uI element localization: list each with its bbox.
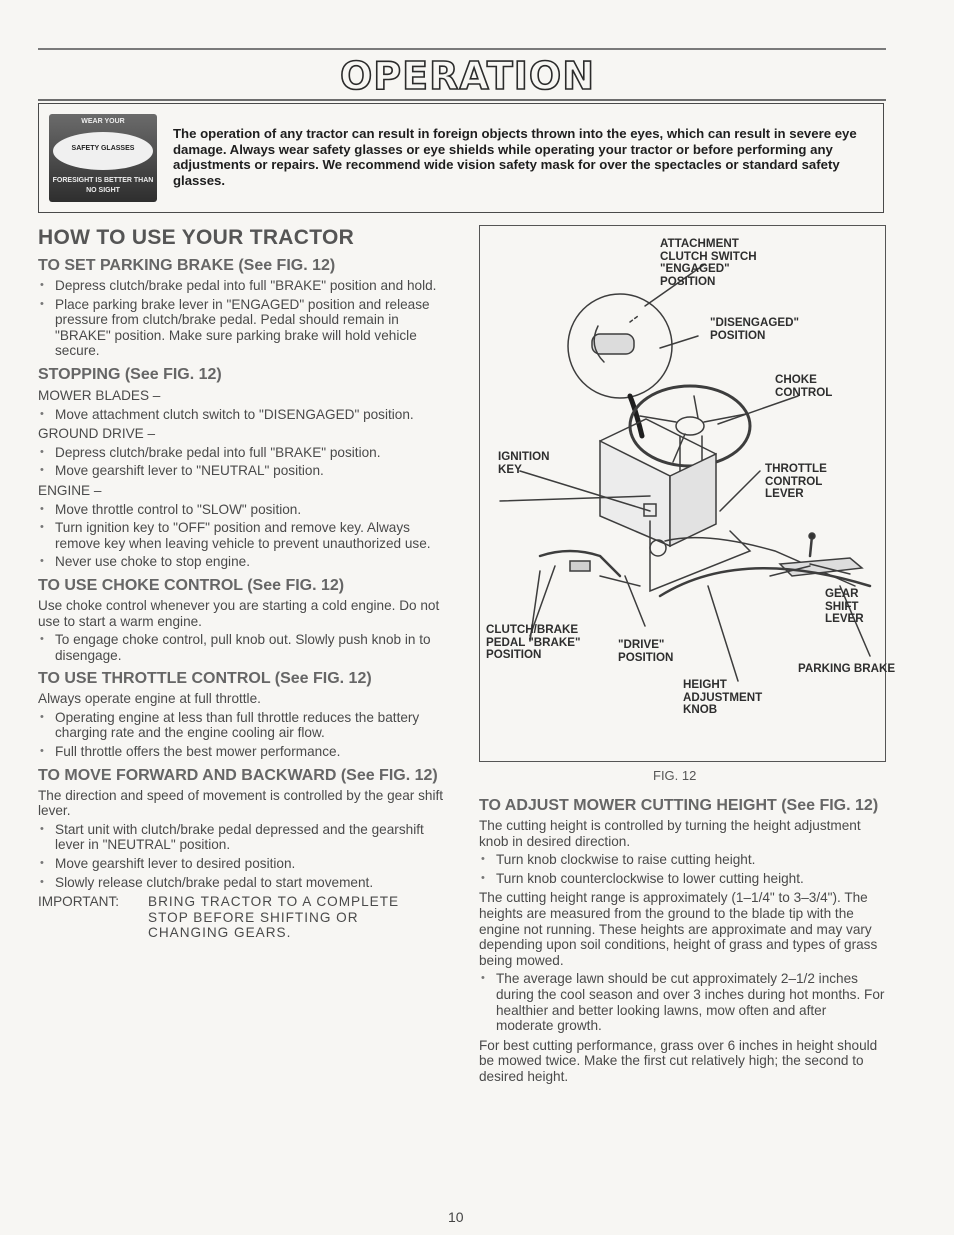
figure-caption: FIG. 12: [653, 768, 697, 783]
mower-blades-list: [38, 407, 450, 423]
list-item: • Depress clutch/brake pedal into full "BRAKE" position.: [38, 445, 450, 461]
move-intro: The direction and speed of movement is controlled by the gear shift lever.: [38, 787, 444, 819]
list-item: • Move gearshift lever to "NEUTRAL" position.: [38, 463, 450, 479]
ground-drive-label: GROUND DRIVE –: [38, 426, 156, 442]
mower-blades-label: MOWER BLADES –: [38, 387, 161, 403]
choke-heading: TO USE CHOKE CONTROL (See FIG. 12): [38, 576, 345, 594]
list-item: • Turn knob clockwise to raise cutting height.: [479, 852, 885, 868]
choke-list: [38, 632, 450, 663]
list-item: • Slowly release clutch/brake pedal to start movement.: [38, 875, 450, 891]
label-parking-brake: PARKING BRAKE: [798, 662, 896, 675]
list-item: • Turn knob counterclockwise to lower cutting height.: [479, 871, 885, 887]
important-text: BRING TRACTOR TO A COMPLETE STOP BEFORE SHIFTING OR CHANGING GEARS.: [148, 894, 400, 941]
section-heading: HOW TO USE YOUR TRACTOR: [38, 226, 355, 249]
label-disengaged: "DISENGAGED" POSITION: [710, 316, 799, 342]
steering-wheel-icon: [630, 386, 750, 466]
badge-line-2: SAFETY GLASSES: [71, 145, 135, 152]
throttle-heading: TO USE THROTTLE CONTROL (See FIG. 12): [38, 670, 372, 688]
label-choke-control: CHOKE CONTROL: [775, 373, 833, 399]
parking-brake-list: [38, 278, 450, 359]
label-clutch-brake-pedal: CLUTCH/BRAKE PEDAL "BRAKE" POSITION: [486, 623, 581, 661]
left-column: [38, 226, 450, 941]
top-rule: [38, 48, 886, 50]
list-item: • Depress clutch/brake pedal into full "BRAKE" position and hold.: [38, 278, 450, 294]
list-item: • Operating engine at less than full throttle reduces the battery charging rate and the engine cooling air flow.: [38, 710, 450, 741]
list-item: • Move gearshift lever to desired position.: [38, 856, 450, 872]
right-column: [479, 790, 885, 1087]
label-gear-shift: GEAR SHIFT LEVER: [825, 587, 864, 625]
list-item: • Move attachment clutch switch to "DISENGAGED" position.: [38, 407, 450, 423]
label-attachment-clutch: ATTACHMENT CLUTCH SWITCH "ENGAGED" POSITION: [660, 237, 757, 288]
parking-brake-heading: TO SET PARKING BRAKE (See FIG. 12): [38, 257, 336, 274]
cutting-height-list: [479, 852, 885, 886]
label-drive-position: "DRIVE" POSITION: [618, 638, 674, 664]
clutch-switch-icon: [592, 334, 634, 354]
throttle-list: [38, 710, 450, 760]
cutting-height-range: The cutting height range is approximately (1–1/4" to 3–3/4"). The heights are measured from the ground to the blade tip with the engine not running. These heights are approximate and may vary depending upon soil conditions, height of grass and types of grass being mowed.: [479, 890, 878, 968]
height-knob: [650, 540, 666, 556]
cutting-height-intro: The cutting height is controlled by turning the height adjustment knob in desired direction.: [479, 818, 861, 849]
engine-list: [38, 502, 450, 570]
cutting-performance-note: For best cutting performance, grass over 6 inches in height should be mowed twice. Make the first cut relatively high; the second to desired height.: [479, 1037, 878, 1084]
choke-intro: Use choke control whenever you are starting a cold engine. Do not use to start a warm engine.: [38, 597, 440, 629]
title-rule: [38, 99, 886, 101]
important-note: [38, 894, 450, 941]
safety-warning-box: [38, 103, 884, 213]
move-list: [38, 822, 450, 890]
cutting-height-heading: TO ADJUST MOWER CUTTING HEIGHT (See FIG. 12): [479, 797, 879, 814]
important-label: IMPORTANT:: [38, 894, 120, 910]
list-item: • Start unit with clutch/brake pedal depressed and the gearshift lever in "NEUTRAL" position.: [38, 822, 450, 853]
stopping-heading: STOPPING (See FIG. 12): [38, 365, 222, 383]
label-height-adjustment: HEIGHT ADJUSTMENT KNOB: [683, 678, 763, 716]
page-number: 10: [448, 1209, 464, 1225]
dash-panel: [600, 441, 670, 546]
list-item: • Full throttle offers the best mower performance.: [38, 744, 450, 760]
safety-glasses-badge: [49, 114, 157, 202]
page-title: OPERATION: [340, 54, 595, 98]
label-ignition-key: IGNITION KEY: [498, 450, 550, 476]
ground-drive-list: [38, 445, 450, 479]
list-item: • Never use choke to stop engine.: [38, 554, 450, 570]
move-heading: TO MOVE FORWARD AND BACKWARD (See FIG. 12): [38, 766, 438, 784]
figure-12: [479, 225, 896, 762]
list-item: • Place parking brake lever in "ENGAGED" position and release pressure from clutch/brake pedal. Pedal should remain in "BRAKE" position. Make sure parking brake will hold vehicle secure.: [38, 297, 450, 359]
warning-text: The operation of any tractor can result in foreign objects thrown into the eyes, which can result in severe eye damage. Always wear safety glasses or eye shields while operating your tractor or before performing any adjustments or repairs. We recommend wide vision safety mask for over the spectacles or standard safety glasses.: [173, 126, 857, 188]
list-item: • To engage choke control, pull knob out. Slowly push knob in to disengage.: [38, 632, 450, 663]
throttle-intro: Always operate engine at full throttle.: [38, 691, 261, 707]
label-throttle-control: THROTTLE CONTROL LEVER: [765, 462, 827, 500]
badge-line-1: WEAR YOUR: [81, 118, 125, 125]
list-item: • Turn ignition key to "OFF" position and remove key. Always remove key when leaving vehicle to prevent unauthorized use.: [38, 520, 450, 551]
list-item: • The average lawn should be cut approximately 2–1/2 inches during the cool season and over 3 inches during hot months. For healthier and better looking lawns, mow often and after moderate growth.: [479, 971, 885, 1033]
list-item: • Move throttle control to "SLOW" position.: [38, 502, 450, 518]
badge-line-3: FORESIGHT IS BETTER THAN NO SIGHT: [52, 177, 154, 194]
engine-label: ENGINE –: [38, 482, 102, 498]
lawn-advice-list: [479, 971, 885, 1033]
